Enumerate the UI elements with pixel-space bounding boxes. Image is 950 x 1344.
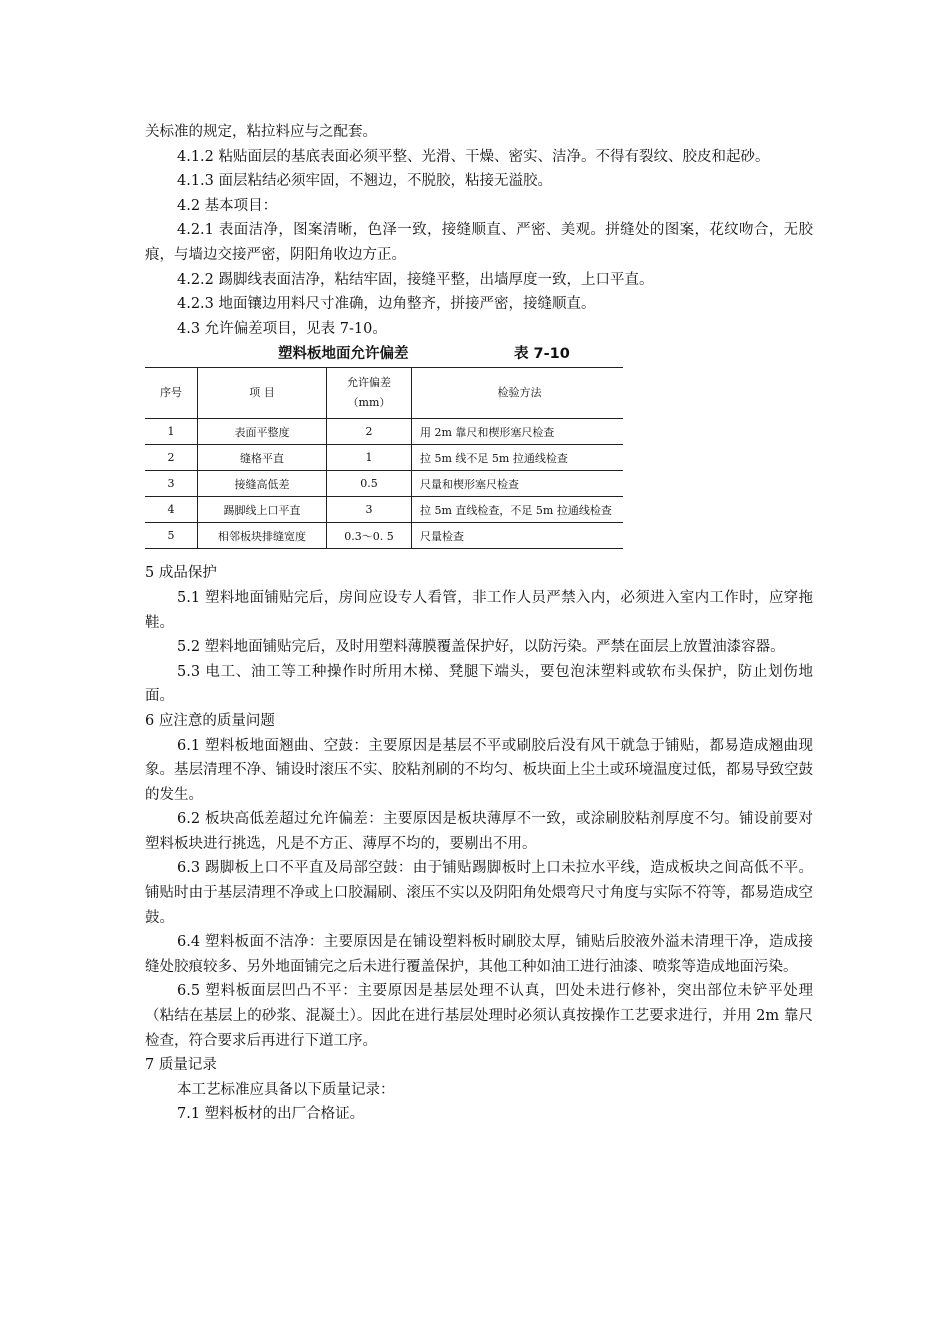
cell-method: 用 2m 靠尺和楔形塞尺检查 (412, 419, 624, 445)
section-heading: 7 质量记录 (145, 1057, 217, 1074)
table-row (145, 445, 623, 471)
paragraph: 4.2.2 踢脚线表面洁净，粘结牢固，接缝平整，出墙厚度一致，上口平直。 (177, 271, 654, 288)
document-page (145, 120, 813, 1127)
paragraph: 本工艺标准应具备以下质量记录： (177, 1081, 395, 1098)
cell-index: 2 (145, 445, 198, 471)
table-row (145, 419, 623, 445)
cell-index: 4 (145, 497, 198, 523)
cell-tolerance: 3 (327, 497, 412, 523)
header-index: 序号 (145, 368, 198, 419)
paragraph: 5.3 电工、油工等工种操作时所用木梯、凳腿下端头，要包泡沫塑料或软布头保护，防止划伤地面。 (145, 663, 813, 705)
table-header-row (145, 368, 623, 419)
cell-index: 5 (145, 523, 198, 549)
paragraph: 4.1.2 粘贴面层的基底表面必须平整、光滑、干燥、密实、洁净。不得有裂纹、胶皮和起砂。 (177, 148, 770, 165)
cell-method: 拉 5m 直线检查，不足 5m 拉通线检查 (412, 497, 624, 523)
paragraph: 4.2 基本项目： (177, 197, 278, 214)
header-tolerance-unit: （mm） (347, 396, 391, 410)
cell-tolerance: 1 (327, 445, 412, 471)
paragraph: 6.4 塑料板面不洁净：主要原因是在铺设塑料板时刷胶太厚，铺贴后胶液外溢未清理干净，造成接缝处胶痕较多、另外地面铺完之后未进行覆盖保护，其他工种如油工进行油漆、喷浆等造成地面污染。 (145, 934, 813, 975)
cell-tolerance: 2 (327, 419, 412, 445)
table-caption (145, 343, 813, 365)
cell-item: 接缝高低差 (198, 471, 327, 497)
section-heading: 5 成品保护 (145, 565, 217, 582)
cell-item: 缝格平直 (198, 445, 327, 471)
table-row (145, 523, 623, 549)
cell-index: 1 (145, 419, 198, 445)
paragraph: 6.3 踢脚板上口不平直及局部空鼓：由于铺贴踢脚板时上口未拉水平线，造成板块之间高低不平。铺贴时由于基层清理不净或上口胶漏刷、滚压不实以及阴阳角处煨弯尺寸角度与实际不符等，都易造成空鼓。 (145, 860, 813, 926)
cell-item: 踢脚线上口平直 (198, 497, 327, 523)
table-title: 塑料板地面允许偏差 (278, 346, 409, 363)
paragraph: 5.1 塑料地面铺贴完后，房间应设专人看管，非工作人员严禁入内，必须进入室内工作时，应穿拖鞋。 (145, 589, 813, 631)
cell-tolerance: 0.3～0. 5 (327, 523, 412, 549)
cell-item: 表面平整度 (198, 419, 327, 445)
paragraph: 4.2.3 地面镶边用料尺寸准确，边角整齐，拼接严密，接缝顺直。 (177, 296, 596, 313)
cell-item: 相邻板块排缝宽度 (198, 523, 327, 549)
cell-method: 尺量检查 (412, 523, 624, 549)
paragraph: 6.1 塑料板地面翘曲、空鼓：主要原因是基层不平或刷胶后没有风干就急于铺贴，都易造成翘曲现象。基层清理不净、铺设时滚压不实、胶粘剂刷的不均匀、板块面上尘土或环境温度过低，都易导致空鼓的发生。 (145, 737, 813, 803)
header-tolerance (327, 368, 412, 419)
table-row (145, 471, 623, 497)
header-tolerance-label: 允许偏差 (347, 376, 391, 390)
header-method: 检验方法 (412, 368, 624, 419)
paragraph: 4.3 允许偏差项目，见表 7-10。 (177, 320, 387, 337)
table-row (145, 497, 623, 523)
paragraph: 6.2 板块高低差超过允许偏差：主要原因是板块薄厚不一致，或涂刷胶粘剂厚度不匀。铺设前要对塑料板块进行挑选，凡是不方正、薄厚不均的，要剔出不用。 (145, 811, 813, 852)
tolerance-table (145, 367, 623, 549)
cell-tolerance: 0.5 (327, 471, 412, 497)
header-item: 项 目 (198, 368, 327, 419)
cell-method: 尺量和楔形塞尺检查 (412, 471, 624, 497)
paragraph: 4.1.3 面层粘结必须牢固，不翘边，不脱胶，粘接无溢胶。 (177, 173, 553, 190)
paragraph: 5.2 塑料地面铺贴完后，及时用塑料薄膜覆盖保护好，以防污染。严禁在面层上放置油漆容器。 (177, 639, 785, 656)
paragraph: 6.5 塑料板面层凹凸不平：主要原因是基层处理不认真，凹处未进行修补，突出部位未铲平处理（粘结在基层上的砂浆、混凝土）。因此在进行基层处理时必须认真按操作工艺要求进行，并用 2m 靠尺检查，符合要求后再进行下道工序。 (145, 983, 813, 1049)
paragraph: 4.2.1 表面洁净，图案清晰，色泽一致，接缝顺直、严密、美观。拼缝处的图案，花纹吻合，无胶痕，与墙边交接严密，阴阳角收边方正。 (145, 222, 813, 263)
cell-index: 3 (145, 471, 198, 497)
section-heading: 6 应注意的质量问题 (145, 712, 275, 729)
table-number: 表 7-10 (514, 346, 570, 363)
paragraph: 7.1 塑料板材的出厂合格证。 (177, 1106, 365, 1123)
paragraph: 关标准的规定，粘拉料应与之配套。 (145, 124, 377, 140)
cell-method: 拉 5m 线不足 5m 拉通线检查 (412, 445, 624, 471)
